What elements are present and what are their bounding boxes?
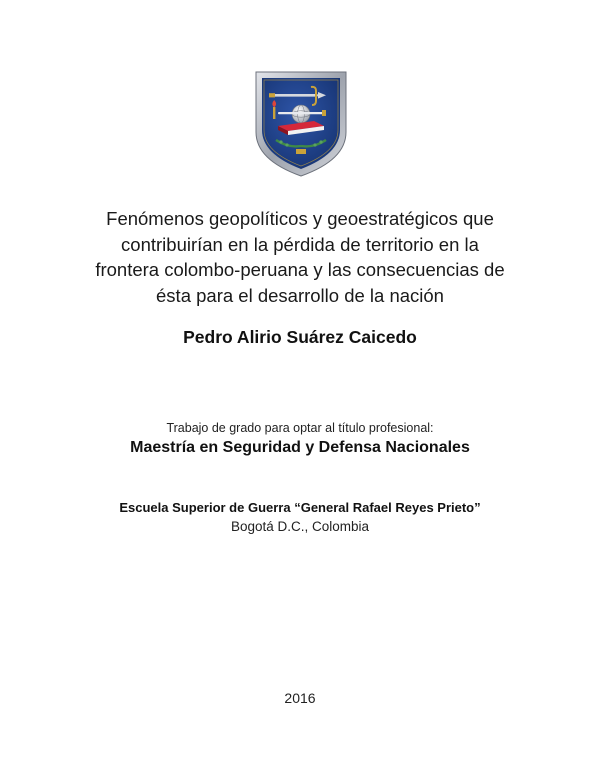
thesis-title-line: contribuirían en la pérdida de territorio en la [121, 233, 479, 255]
thesis-title-line: Fenómenos geopolíticos y geoestratégicos que [106, 208, 494, 229]
degree-name: Maestría en Seguridad y Defensa Nacionales [130, 439, 470, 456]
location-text: Bogotá D.C., Colombia [230, 519, 370, 534]
publication-year: 2016 [284, 690, 316, 706]
degree-purpose-text: Trabajo de grado para optar al título profesional: [166, 421, 434, 435]
author-name: Pedro Alirio Suárez Caicedo [183, 327, 417, 347]
thesis-title-line: ésta para el desarrollo de la nación [156, 284, 444, 306]
thesis-title [60, 206, 540, 308]
institution-name: Escuela Superior de Guerra “General Rafael Reyes Prieto” [119, 500, 481, 515]
thesis-title-line: frontera colombo-peruana y las consecuencias de [95, 259, 505, 280]
military-school-crest-icon [254, 70, 348, 178]
